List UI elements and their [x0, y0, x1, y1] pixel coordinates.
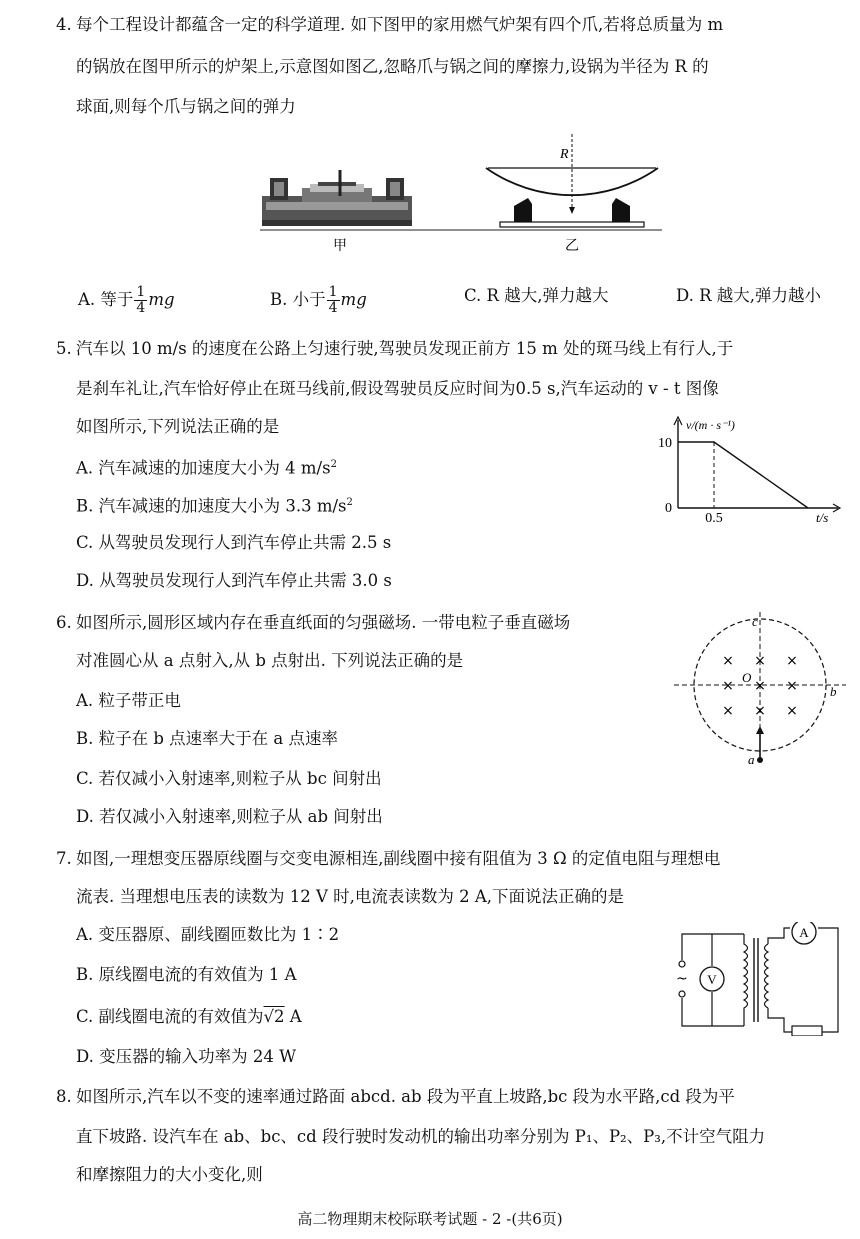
field-crosses: [722, 653, 798, 719]
graph-ytick: 10: [658, 436, 672, 451]
q4-option-d: D. R 越大,弹力越小: [676, 286, 822, 305]
q4-figure: [260, 130, 662, 260]
graph-origin: 0: [665, 501, 672, 516]
svg-text:×: ×: [786, 678, 798, 694]
q6-option-d: D. 若仅减小入射速率,则粒子从 ab 间射出: [76, 807, 383, 826]
pan-diagram: [486, 134, 658, 227]
svg-text:×: ×: [786, 653, 798, 669]
q4-option-c: C. R 越大,弹力越大: [464, 286, 609, 305]
svg-text:×: ×: [754, 703, 766, 719]
svg-text:×: ×: [786, 703, 798, 719]
stove-photo: [262, 170, 412, 226]
svg-text:×: ×: [722, 703, 734, 719]
q4-option-a: A. 等于 $\frac{1}{4}$ mg: [78, 284, 175, 316]
q7-option-d: D. 变压器的输入功率为 24 W: [76, 1047, 297, 1066]
ac-source-symbol: ~: [676, 971, 688, 987]
q5-option-c: C. 从驾驶员发现行人到汽车停止共需 2.5 s: [76, 533, 392, 552]
q8-line-2: 直下坡路. 设汽车在 ab、bc、cd 段行驶时发动机的输出功率分别为 P₁、P₂、P₃,不计空气阻力: [76, 1127, 766, 1146]
q7-option-b: B. 原线圈电流的有效值为 1 A: [76, 965, 297, 984]
q4-line-2: 的锅放在图甲所示的炉架上,示意图如图乙,忽略爪与锅之间的摩擦力,设锅为半径为 R 的: [76, 57, 709, 76]
voltmeter: V: [707, 972, 717, 987]
q5-line-1: 5. 汽车以 10 m/s 的速度在公路上匀速行驶,驾驶员发现正前方 15 m 处的斑马线上有行人,于: [56, 339, 734, 358]
q4-line-1: 4. 每个工程设计都蕴含一定的科学道理. 如下图甲的家用燃气炉架有四个爪,若将总质量为 m: [56, 15, 724, 34]
q7-line-2: 流表. 当理想电压表的读数为 12 V 时,电流表读数为 2 A,下面说法正确的是: [76, 887, 625, 906]
label-o: O: [742, 670, 752, 685]
fraction: $\frac{1}{4}$: [136, 284, 146, 316]
q6-option-a: A. 粒子带正电: [76, 691, 181, 710]
q6-line-2: 对准圆心从 a 点射入,从 b 点射出. 下列说法正确的是: [76, 651, 464, 670]
q5-line-3: 如图所示,下列说法正确的是: [76, 417, 280, 436]
q6-option-b: B. 粒子在 b 点速率大于在 a 点速率: [76, 729, 338, 748]
svg-text:×: ×: [754, 678, 766, 694]
magnetic-field-figure: [672, 610, 847, 765]
q7-option-c: C. 副线圈电流的有效值为√2 A: [76, 1007, 302, 1026]
fraction: $\frac{1}{4}$: [328, 284, 338, 316]
svg-text:×: ×: [722, 678, 734, 694]
q6-option-c: C. 若仅减小入射速率,则粒子从 bc 间射出: [76, 769, 382, 788]
page-footer: 高二物理期末校际联考试题 - 2 -(共6页): [297, 1210, 563, 1228]
q7-line-1: 7. 如图,一理想变压器原线圈与交变电源相连,副线圈中接有阻值为 3 Ω 的定值电阻与理想电: [56, 849, 721, 868]
q5-line-2: 是刹车礼让,汽车恰好停止在斑马线前,假设驾驶员反应时间为0.5 s,汽车运动的 v - t 图像: [76, 379, 719, 398]
q7-option-a: A. 变压器原、副线圈匝数比为 1∶2: [76, 925, 340, 944]
radius-label: R: [560, 147, 569, 162]
q5-option-a: A. 汽车减速的加速度大小为 4 $m/s^2$: [76, 458, 337, 478]
ammeter: A: [799, 925, 809, 940]
label-c: c: [752, 614, 758, 629]
fig-label-jia: 甲: [333, 238, 347, 254]
graph-ylabel: v/(m · s⁻¹): [686, 418, 735, 432]
vt-graph: [650, 414, 845, 524]
q8-line-1: 8. 如图所示,汽车以不变的速率通过路面 abcd. ab 段为平直上坡路,bc 段为水平路,cd 段为平: [56, 1087, 735, 1106]
transformer-circuit: [672, 922, 844, 1036]
q5-option-b: B. 汽车减速的加速度大小为 3.3 $m/s^2$: [76, 496, 353, 516]
label-a: a: [748, 752, 755, 765]
graph-xtick: 0.5: [705, 511, 723, 524]
fig-label-yi: 乙: [565, 238, 579, 254]
q6-line-1: 6. 如图所示,圆形区域内存在垂直纸面的匀强磁场. 一带电粒子垂直磁场: [56, 613, 571, 632]
graph-xlabel: t/s: [816, 510, 829, 524]
q5-option-d: D. 从驾驶员发现行人到汽车停止共需 3.0 s: [76, 571, 392, 590]
q4-option-b: B. 小于 $\frac{1}{4}$ mg: [270, 284, 367, 316]
q4-line-3: 球面,则每个爪与锅之间的弹力: [76, 97, 296, 116]
svg-text:×: ×: [754, 653, 766, 669]
svg-text:×: ×: [722, 653, 734, 669]
label-b: b: [830, 684, 837, 699]
q8-line-3: 和摩擦阻力的大小变化,则: [76, 1165, 263, 1184]
q4-number: 4.: [56, 15, 72, 34]
